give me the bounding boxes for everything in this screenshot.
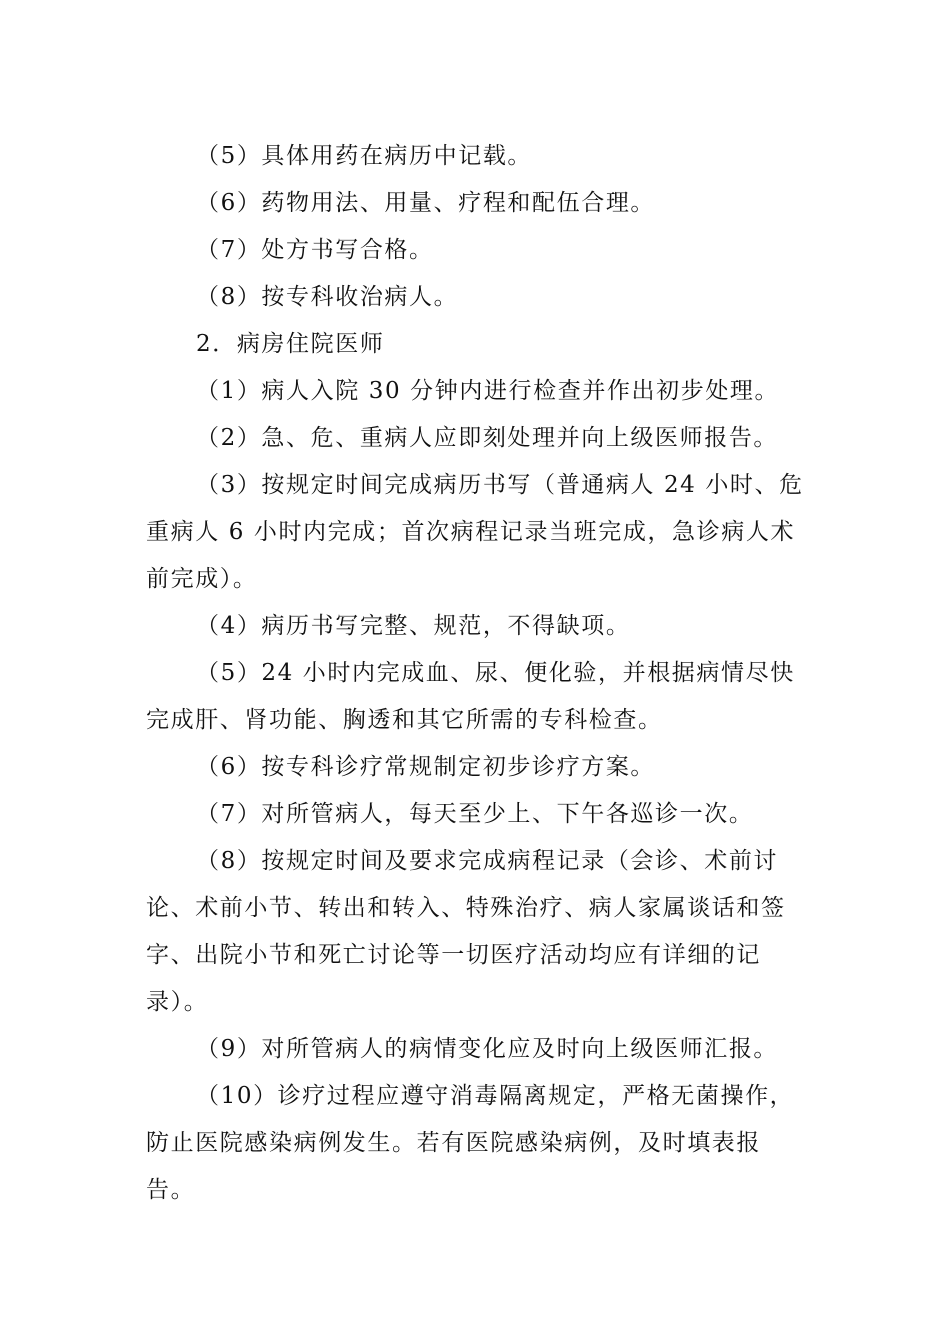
paragraph: （8）按专科收治病人。	[196, 284, 459, 310]
paragraph: （1）病人入院 30 分钟内进行检查并作出初步处理。	[196, 378, 780, 404]
document-body	[146, 133, 810, 1214]
paragraph: （7）对所管病人，每天至少上、下午各巡诊一次。	[196, 801, 754, 827]
paragraph: （2）急、危、重病人应即刻处理并向上级医师报告。	[196, 425, 779, 451]
paragraph: （6）按专科诊疗常规制定初步诊疗方案。	[196, 754, 656, 780]
paragraph: （3）按规定时间完成病历书写（普通病人 24 小时、危重病人 6 小时内完成；首次病程记录当班完成，急诊病人术前完成）。	[146, 472, 804, 592]
paragraph: （5）具体用药在病历中记载。	[196, 143, 533, 169]
section-heading: 2．病房住院医师	[196, 331, 385, 357]
paragraph: （10）诊疗过程应遵守消毒隔离规定，严格无菌操作，防止医院感染病例发生。若有医院感染病例，及时填表报告。	[146, 1083, 795, 1203]
paragraph: （4）病历书写完整、规范，不得缺项。	[196, 613, 631, 639]
paragraph: （8）按规定时间及要求完成病程记录（会诊、术前讨论、术前小节、转出和转入、特殊治疗、病人家属谈话和签字、出院小节和死亡讨论等一切医疗活动均应有详细的记录）。	[146, 848, 786, 1015]
paragraph: （7）处方书写合格。	[196, 237, 434, 263]
paragraph: （5）24 小时内完成血、尿、便化验，并根据病情尽快完成肝、肾功能、胸透和其它所需的专科检查。	[146, 660, 795, 733]
paragraph: （9）对所管病人的病情变化应及时向上级医师汇报。	[196, 1036, 779, 1062]
paragraph: （6）药物用法、用量、疗程和配伍合理。	[196, 190, 656, 216]
